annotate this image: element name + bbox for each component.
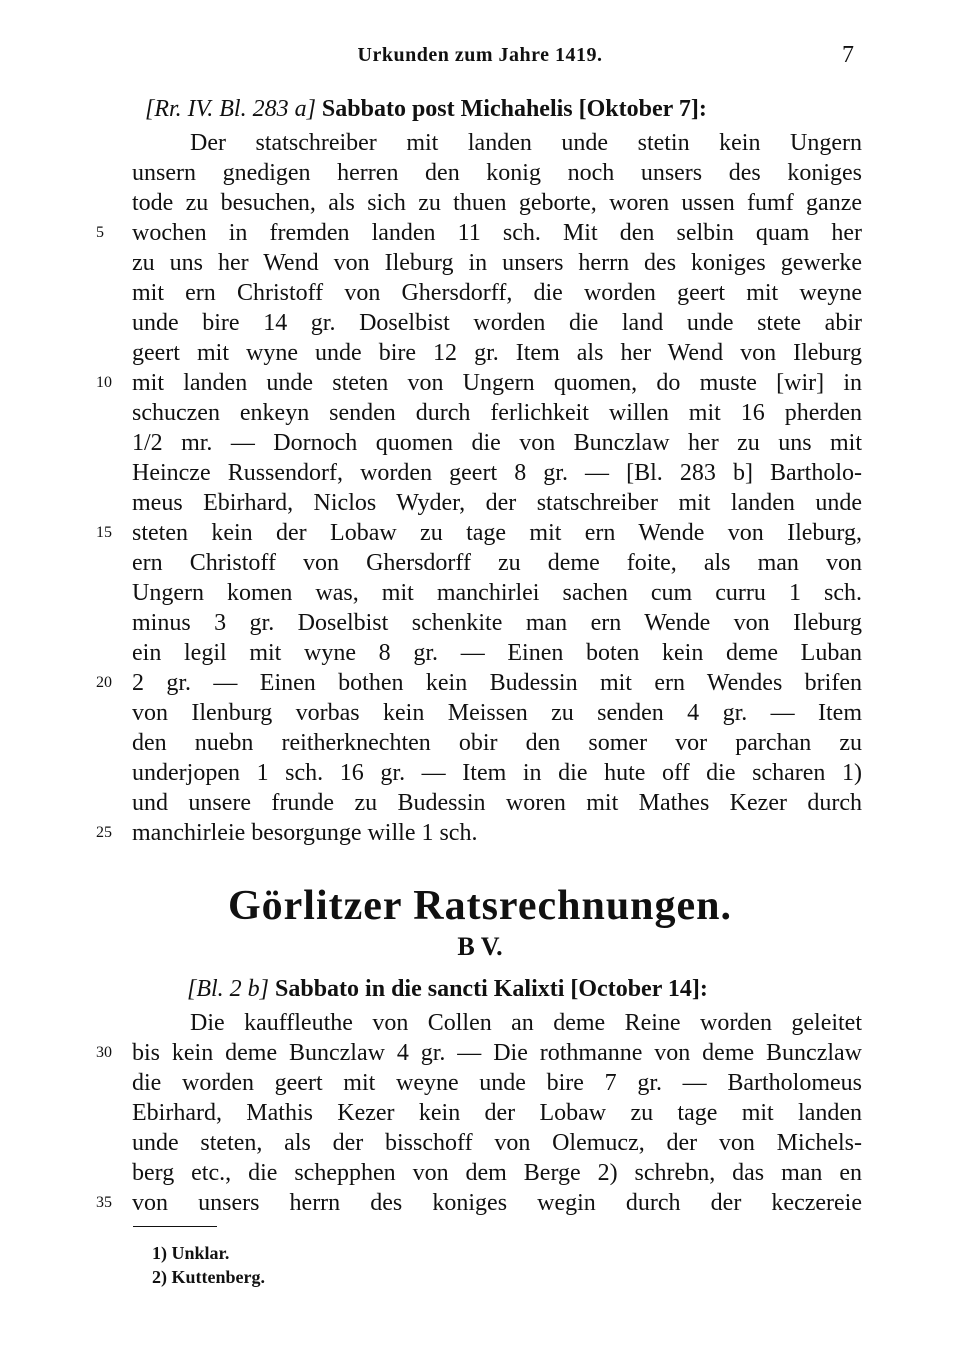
line-number: 15 xyxy=(96,524,112,541)
text-line: mit landen unde steten von Ungern quomen, do muste [wir] in xyxy=(132,370,862,396)
text-line: tode zu besuchen, als sich zu thuen geborte, woren ussen fumf ganze xyxy=(132,190,862,216)
text-line: mit ern Christoff von Ghersdorff, die worden geert mit weyne xyxy=(132,280,862,306)
text-line: underjopen 1 sch. 16 gr. — Item in die hute off die scharen 1) xyxy=(132,760,862,786)
text-line: ein legil mit wyne 8 gr. — Einen boten kein deme Luban xyxy=(132,640,862,666)
running-title: Urkunden zum Jahre 1419. xyxy=(357,44,603,66)
line-number: 30 xyxy=(96,1044,112,1061)
entry1-source-ref: [Rr. IV. Bl. 283 a] xyxy=(145,96,316,122)
footnote xyxy=(152,1242,229,1264)
text-line: manchirleie besorgunge wille 1 sch. xyxy=(132,820,478,846)
text-line: berg etc., die schepphen von dem Berge 2) schrebn, das man en xyxy=(132,1160,862,1186)
line-number: 5 xyxy=(96,224,104,241)
text-line: unde bire 14 gr. Doselbist worden die land unde stete abir xyxy=(132,310,862,336)
text-line: von unsers herrn des koniges wegin durch der keczereie xyxy=(132,1190,862,1216)
footnote-text: Unklar. xyxy=(171,1243,230,1263)
line-number: 35 xyxy=(96,1194,112,1211)
text-line: Der statschreiber mit landen unde stetin kein Ungern xyxy=(190,130,862,156)
line-number: 20 xyxy=(96,674,112,691)
text-line: den nuebn reitherknechten obir den somer vor parchan zu xyxy=(132,730,862,756)
text-line: Heincze Russendorf, worden geert 8 gr. — [Bl. 283 b] Bartholo- xyxy=(132,460,862,486)
footnote-mark: 1) xyxy=(152,1243,167,1263)
text-line: bis kein deme Bunczlaw 4 gr. — Die rothmanne von deme Bunczlaw xyxy=(132,1040,862,1066)
text-line: meus Ebirhard, Niclos Wyder, der statschreiber mit landen unde xyxy=(132,490,862,516)
page-number: 7 xyxy=(842,42,854,68)
text-line: unsern gnedigen herren den konig noch unsers des koniges xyxy=(132,160,862,186)
text-line: Ungern komen was, mit manchirlei sachen cum curru 1 sch. xyxy=(132,580,862,606)
text-line: die worden geert mit weyne unde bire 7 gr. — Bartholomeus xyxy=(132,1070,862,1096)
line-number: 10 xyxy=(96,374,112,391)
text-line: wochen in fremden landen 11 sch. Mit den selbin quam her xyxy=(132,220,862,246)
text-line: ern Christoff von Ghersdorff zu deme foite, als man von xyxy=(132,550,862,576)
text-line: schuczen enkeyn senden durch ferlichkeit willen mit 16 pherden xyxy=(132,400,862,426)
footnote xyxy=(152,1266,265,1288)
section-subtitle: B V. xyxy=(457,932,503,961)
section-title: Görlitzer Ratsrechnungen. xyxy=(227,883,733,929)
text-line: 1/2 mr. — Dornoch quomen die von Bunczlaw her zu uns mit xyxy=(132,430,862,456)
footnote-text: Kuttenberg. xyxy=(171,1267,265,1287)
footnote-mark: 2) xyxy=(152,1267,167,1287)
text-line: steten kein der Lobaw zu tage mit ern Wende von Ileburg, xyxy=(132,520,862,546)
entry2-heading xyxy=(187,974,862,1004)
line-number: 25 xyxy=(96,824,112,841)
text-line: minus 3 gr. Doselbist schenkite man ern Wende von Ileburg xyxy=(132,610,862,636)
text-line: Die kauffleuthe von Collen an deme Reine worden geleitet xyxy=(190,1010,862,1036)
entry1-heading xyxy=(145,94,862,124)
text-line: geert mit wyne unde bire 12 gr. Item als her Wend von Ileburg xyxy=(132,340,862,366)
text-line: Ebirhard, Mathis Kezer kein der Lobaw zu tage mit landen xyxy=(132,1100,862,1126)
text-line: unde steten, als der bisschoff von Olemucz, der von Michels- xyxy=(132,1130,862,1156)
text-line: 2 gr. — Einen bothen kein Budessin mit ern Wendes brifen xyxy=(132,670,862,696)
entry2-source-ref: [Bl. 2 b] xyxy=(187,976,270,1002)
entry1-date-heading: Sabbato post Michahelis [Oktober 7]: xyxy=(321,96,707,122)
entry2-date-heading: Sabbato in die sancti Kalixti [October 14]: xyxy=(275,976,708,1002)
footnote-rule xyxy=(133,1226,217,1227)
text-line: und unsere frunde zu Budessin woren mit Mathes Kezer durch xyxy=(132,790,862,816)
text-line: von Ilenburg vorbas kein Meissen zu senden 4 gr. — Item xyxy=(132,700,862,726)
text-line: zu uns her Wend von Ileburg in unsers herrn des koniges gewerke xyxy=(132,250,862,276)
